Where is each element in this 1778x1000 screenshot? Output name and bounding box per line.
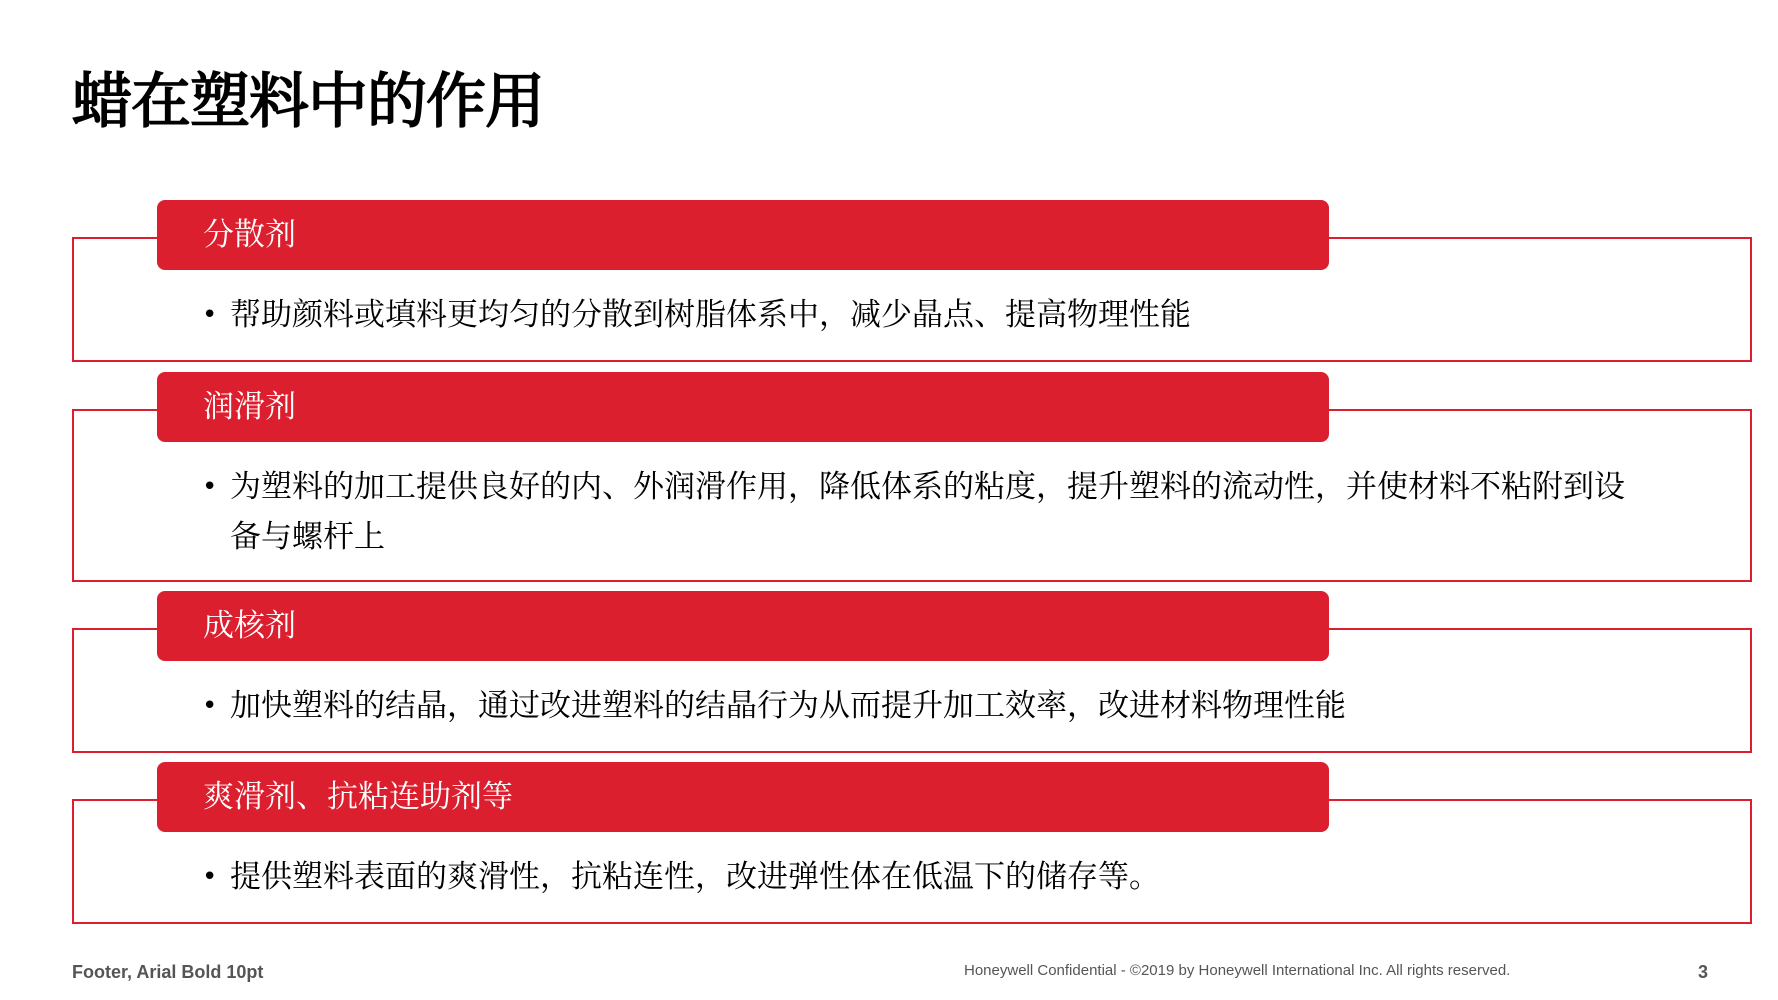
bullet-text: 加快塑料的结晶，通过改进塑料的结晶行为从而提升加工效率，改进材料物理性能 — [230, 688, 1346, 724]
bullet-icon: • — [202, 472, 218, 502]
section-nucleating-agent — [72, 591, 1752, 753]
section-lubricant — [72, 372, 1752, 582]
list-item — [202, 290, 1652, 340]
section-slip-agent — [72, 762, 1752, 924]
slide-title: 蜡在塑料中的作用 — [72, 67, 544, 137]
bullet-text: 帮助颜料或填料更均匀的分散到树脂体系中，减少晶点、提高物理性能 — [230, 297, 1191, 333]
bullet-text: 为塑料的加工提供良好的内、外润滑作用，降低体系的粘度，提升塑料的流动性，并使材料不粘附到设备与螺杆上 — [230, 469, 1625, 555]
section-heading: 爽滑剂、抗粘连助剂等 — [157, 762, 1329, 832]
page-number: 3 — [1698, 962, 1709, 982]
section-heading: 润滑剂 — [157, 372, 1329, 442]
bullet-text: 提供塑料表面的爽滑性，抗粘连性，改进弹性体在低温下的储存等。 — [230, 859, 1160, 895]
section-dispersant — [72, 200, 1752, 362]
bullet-icon: • — [202, 691, 218, 721]
section-heading: 成核剂 — [157, 591, 1329, 661]
footer-confidential: Honeywell Confidential - ©2019 by Honeywell International Inc. All rights reserved. — [964, 962, 1511, 979]
list-item — [202, 852, 1652, 902]
list-item — [202, 681, 1652, 731]
section-heading: 分散剂 — [157, 200, 1329, 270]
bullet-icon: • — [202, 862, 218, 892]
footer-label: Footer, Arial Bold 10pt — [72, 962, 264, 982]
bullet-icon: • — [202, 300, 218, 330]
list-item — [202, 462, 1652, 562]
